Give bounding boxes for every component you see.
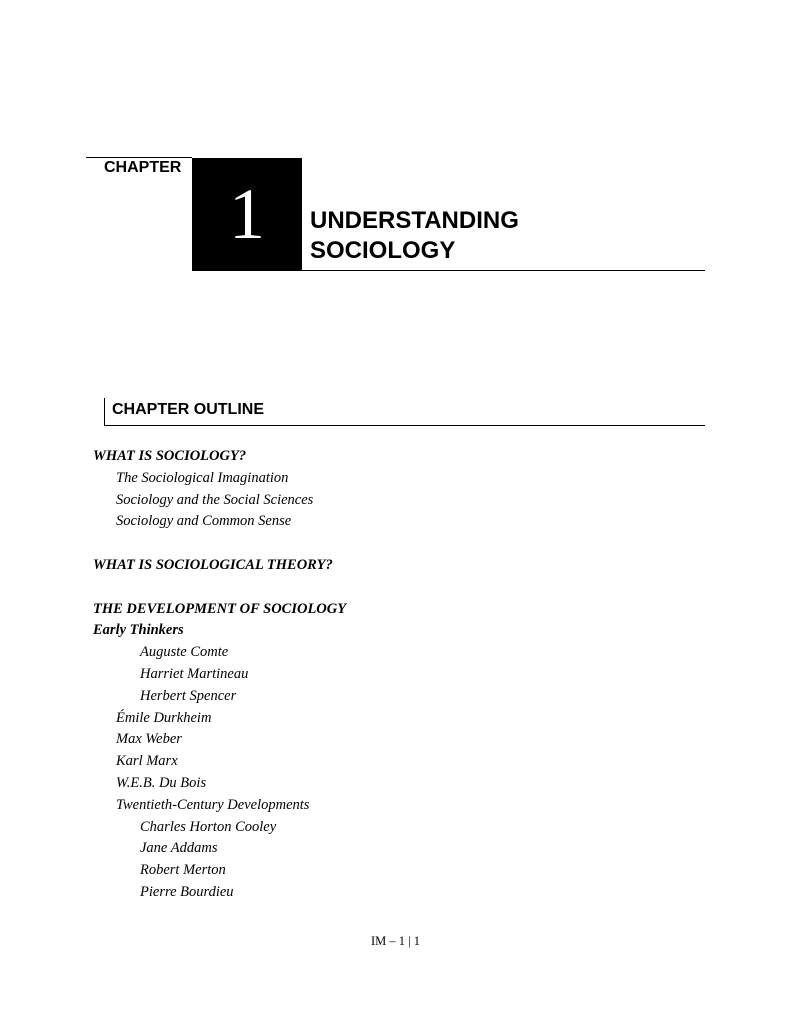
outline-item: Jane Addams	[140, 840, 218, 857]
outline-item: Max Weber	[116, 731, 182, 748]
outline-spacer	[93, 577, 713, 599]
chapter-number-box	[192, 158, 302, 270]
outline-heading-bar	[104, 398, 105, 426]
outline-heading: CHAPTER OUTLINE	[112, 401, 264, 418]
outline-section-heading: WHAT IS SOCIOLOGY?	[93, 448, 247, 464]
outline-item: Karl Marx	[116, 753, 178, 770]
outline-subheading: Early Thinkers	[93, 622, 184, 639]
chapter-label: CHAPTER	[104, 159, 182, 176]
chapter-bottom-rule	[192, 270, 705, 271]
outline-section-heading: WHAT IS SOCIOLOGICAL THEORY?	[93, 556, 333, 573]
chapter-title	[310, 206, 690, 266]
outline-item: Auguste Comte	[140, 644, 229, 661]
outline-item: Herbert Spencer	[140, 687, 237, 704]
outline-item: Charles Horton Cooley	[140, 818, 277, 835]
outline-heading-rule	[104, 425, 705, 426]
chapter-title-line-1: UNDERSTANDING	[310, 207, 519, 234]
chapter-number: 1	[229, 174, 265, 254]
outline-item: Sociology and the Social Sciences	[116, 491, 314, 508]
outline-section-heading: THE DEVELOPMENT OF SOCIOLOGY	[93, 600, 347, 617]
chapter-outline	[93, 446, 713, 904]
outline-item: Robert Merton	[140, 862, 226, 879]
outline-item: The Sociological Imagination	[116, 469, 289, 486]
chapter-title-line-2: SOCIOLOGY	[310, 237, 456, 264]
outline-item: Pierre Bourdieu	[140, 883, 234, 900]
outline-item: Twentieth-Century Developments	[116, 796, 310, 813]
outline-spacer	[93, 533, 713, 555]
outline-item: Sociology and Common Sense	[116, 513, 292, 530]
outline-item: Émile Durkheim	[116, 709, 212, 726]
outline-item: W.E.B. Du Bois	[116, 774, 207, 791]
outline-item: Harriet Martineau	[140, 665, 249, 682]
page-footer: IM – 1 | 1	[370, 934, 421, 948]
